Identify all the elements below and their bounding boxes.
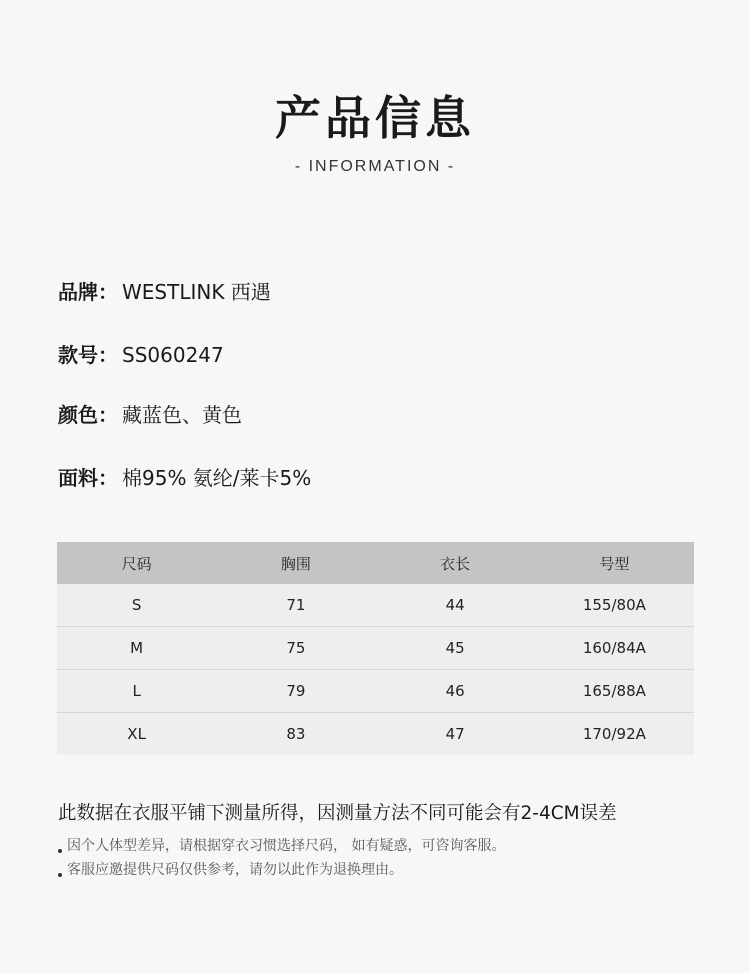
color-label: 颜色： xyxy=(58,403,118,427)
note-bullet-text: 客服应邀提供尺码仅供参考，请勿以此作为退换理由。 xyxy=(67,862,403,878)
table-cell-length: 47 xyxy=(376,713,535,756)
table-cell-size: L xyxy=(57,670,216,713)
note-bullet xyxy=(58,860,403,880)
table-row xyxy=(57,713,694,756)
table-cell-size: XL xyxy=(57,713,216,756)
color-value: 藏蓝色、黄色 xyxy=(122,403,242,427)
table-cell-fit-code: 165/88A xyxy=(535,670,694,713)
table-cell-chest: 83 xyxy=(216,713,375,756)
size-table-header-row xyxy=(57,542,694,584)
header-size: 尺码 xyxy=(57,542,216,584)
table-row xyxy=(57,627,694,670)
fabric-value: 棉95% 氨纶/莱卡5% xyxy=(122,466,312,490)
style-number-value: SS060247 xyxy=(122,343,224,367)
brand-value: WESTLINK 西遇 xyxy=(122,280,271,304)
table-cell-length: 44 xyxy=(376,584,535,627)
table-cell-size: M xyxy=(57,627,216,670)
bullet-dot-icon xyxy=(58,849,62,853)
note-bullet xyxy=(58,836,505,856)
table-cell-fit-code: 155/80A xyxy=(535,584,694,627)
size-table xyxy=(57,542,694,755)
fabric-row xyxy=(58,464,311,492)
page-title: 产品信息 xyxy=(275,91,475,145)
header-chest: 胸围 xyxy=(216,542,375,584)
brand-label: 品牌： xyxy=(58,280,118,304)
measurement-note: 此数据在衣服平铺下测量所得，因测量方法不同可能会有2-4CM误差 xyxy=(58,803,617,824)
color-row xyxy=(58,401,242,429)
table-cell-chest: 79 xyxy=(216,670,375,713)
fabric-label: 面料： xyxy=(58,466,118,490)
header-fit-code: 号型 xyxy=(535,542,694,584)
bullet-dot-icon xyxy=(58,873,62,877)
brand-row xyxy=(58,278,271,306)
note-bullet-text: 因个人体型差异，请根据穿衣习惯选择尺码， 如有疑惑，可咨询客服。 xyxy=(67,838,506,854)
header-length: 衣长 xyxy=(376,542,535,584)
table-cell-length: 46 xyxy=(376,670,535,713)
table-cell-chest: 75 xyxy=(216,627,375,670)
page-subtitle: - INFORMATION - xyxy=(294,158,456,175)
table-cell-fit-code: 160/84A xyxy=(535,627,694,670)
style-number-label: 款号： xyxy=(58,343,118,367)
table-cell-chest: 71 xyxy=(216,584,375,627)
table-cell-size: S xyxy=(57,584,216,627)
table-row xyxy=(57,670,694,713)
style-number-row xyxy=(58,341,224,369)
table-row xyxy=(57,584,694,627)
table-cell-fit-code: 170/92A xyxy=(535,713,694,756)
table-cell-length: 45 xyxy=(376,627,535,670)
